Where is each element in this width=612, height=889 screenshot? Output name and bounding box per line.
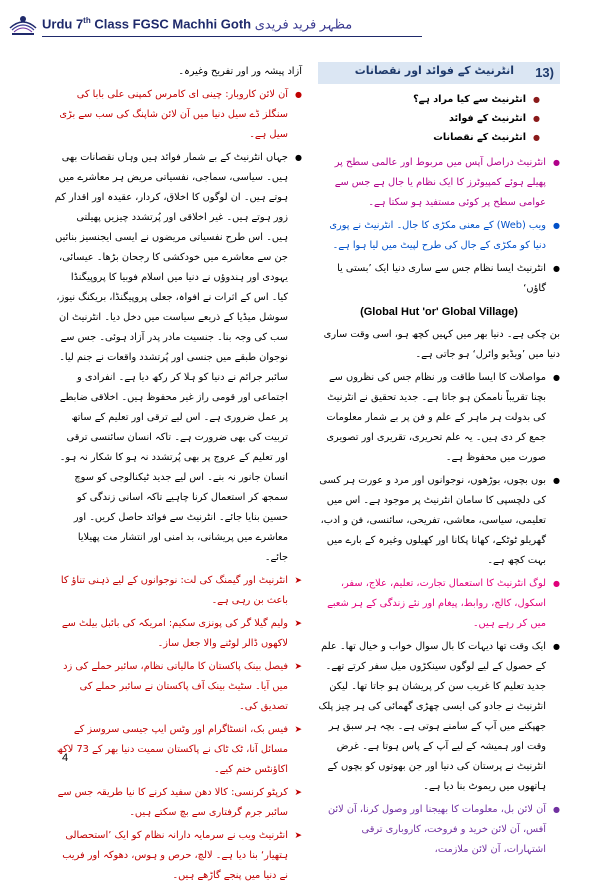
section-topics [318, 90, 540, 147]
paragraph: ➤ فیس بک، انسٹاگرام اور وٹس ایپ جیسی سروسز کے مسائل آنا، ٹک ٹاک نے پاکستان سمیت دنیا بھر کے 73 لاکھ اکاؤنٹس ختم کیے۔ [54, 720, 302, 780]
paragraph: (Global Hut 'or' Global Village) [360, 306, 518, 318]
paragraph: ● انٹرنیٹ دراصل آپس میں مربوط اور عالمی سطح پر پھیلے ہوئے کمپیوٹرز کا ایک نظام یا جال ہے جس سے عوامی سطح پر کوئی مستفید ہو سکتا ہے۔ [318, 153, 560, 213]
paragraph: ➤ ولیم گیلا گر کی پونزی سکیم: امریکہ کی بائبل بیلٹ سے لاکھوں ڈالر لوٹنے والا جعل ساز۔ [54, 614, 302, 654]
page-header [6, 4, 606, 44]
paragraph: ● جہاں انٹرنیٹ کے بے شمار فوائد ہیں وہاں نقصانات بھی ہیں۔ سیاسی، سماجی، نفسیاتی مریض ہر معاشرے میں ہوتے ہیں۔ ان لوگوں کا اخلاق، کردار، عقیدہ اور اقدار کم زور ہوتے ہیں۔ غیر اخلاقی اور پُرتشدد چیزیں پھیلتی ہیں۔ اس طرح نفسیاتی مریضوں نے ایسی ایجنسیز بنائیں جن سے معاشرے میں خودکشی کا رجحان بڑھا۔ عیسائی، یہودی اور ہندوؤں نے دنیا میں اسلام فوبیا کا پروپیگنڈا کیا۔ اس کے اثرات نے افواہ، جعلی پروپیگنڈا، بریکنگ نیوز، سوشل میڈیا کے ذریعے سیاست میں دخل دیا۔ انٹرنیٹ ان سب کی وجہ بنا۔ جنسیت مادر پدر آزاد ہوئی۔ جس سے نوجوان طبقے میں جنسی اور پُرتشدد واقعات نے جنم لیا۔ سائبر جرائم نے دنیا کو ہلا کر رکھ دیا ہے۔ انفرادی و اجتماعی اور قومی راز غیر محفوظ ہیں۔ اخلاقی ضابطے پر عمل ضروری ہے۔ اس لیے ترقی اور تعلیم کے ساتھ تربیت کی بھی ضرورت ہے۔ تاکہ انسان سائنسی ترقی اور تعلیم کے عروج پر بھی پُرتشدد نہ ہو کا شکار نہ ہو۔ انسان جانور نہ بنے۔ اس لیے جدید ٹیکنالوجی کو سوچ سمجھ کر استعمال کرنا چاہیے تاکہ اسانی زندگی کو حسین بنایا جائے۔ انٹرنیٹ سے فوائد حاصل کریں۔ اور معاشرے میں پریشانی، بد امنی اور انتشار مت پھیلایا جائے۔ [54, 148, 302, 568]
paragraph: ● ویب (Web) کے معنی مکڑی کا جال۔ انٹرنیٹ نے پوری دنیا کو مکڑی کے جال کی طرح لپیٹ میں لیا ہوا ہے۔ [318, 216, 560, 256]
page-number: 4 [62, 752, 69, 764]
header-divider [42, 36, 422, 37]
paragraph: بن چکی ہے۔ دنیا بھر میں کہیں کچھ ہو، اسی وقت ساری دنیا میں ’ویڈیو وائرل‘ ہو جاتی ہے۔ [323, 329, 560, 360]
school-logo-icon [8, 10, 38, 36]
paragraph: ● ایک وقت تھا دیہات کا بال سوال خواب و خیال تھا۔ علم کے حصول کے لیے لوگوں سینکڑوں میل سفر کرتے تھے۔ جدید تعلیم کا غریب سن کر پریشان ہو جاتا تھا۔ لیکن انٹرنیٹ نے جادو کی ایسی چھڑی گھمائی کی ہر چیز پلک جھپکنے میں آپ کے سامنے ہوتی ہے۔ بچہ ہر سبق ہر وقت اور ہمیشہ کے لیے آپ کے پاس ہوتا ہے۔ غرض انٹرنیٹ نے پرستان کی دنیا اور جن بھوتوں کو بچوں کے ہاتھوں میں ریموٹ بنا دیا ہے۔ [318, 637, 560, 797]
paragraph: ● مواصلات کا ایسا طاقت ور نظام جس کی نظروں سے بچنا تقریباً ناممکن ہو جاتا ہے۔ جدید تحقیق نے انٹرنیٹ کی بدولت ہر ماہر کے علم و فن پر بے شمار معلومات جمع کر دی ہیں۔ یہ علم تحریری، تقریری اور تصویری صورت میں محفوظ ہے۔ [318, 368, 560, 468]
topic-item: ● انٹرنیٹ کے نقصانات [318, 128, 540, 147]
paragraph: ● لوگ انٹرنیٹ کا استعمال تجارت، تعلیم، علاج، سفر، اسکول، کالج، روابط، پیغام اور نئے زندگی کے ہر شعبے میں کر رہے ہیں۔ [318, 574, 560, 634]
right-paragraphs [318, 153, 560, 860]
right-column [318, 62, 560, 863]
left-paragraphs [54, 62, 302, 886]
paragraph: ● آن لائن بل، معلومات کا بھیجنا اور وصول کرنا، آن لائن آفس، آن لائن خرید و فروخت، کاروباری ترقی اشتہارات، آن لائن ملازمت، [318, 800, 560, 860]
section-number: 13) [535, 65, 554, 80]
paragraph: ● انٹرنیٹ ایسا نظام جس سے ساری دنیا ایک ’بستی یا گاؤں‘ [318, 259, 560, 299]
section-title: انٹرنیٹ کے فوائد اور نقصانات [354, 64, 514, 77]
header-author: مظہر فرید فریدی [254, 16, 353, 32]
paragraph: ➤ انٹرنیٹ ویب نے سرمایہ دارانہ نظام کو ایک ’استحصالی ہتھیار‘ بنا دیا ہے۔ لالچ، حرص و ہوس، دھوکہ اور فریب نے دنیا میں پنجے گاڑھے ہیں۔ [54, 826, 302, 886]
paragraph: ➤ کرپٹو کرنسی: کالا دھن سفید کرنے کا نیا طریقہ جس سے سائبر جرم گرفتاری سے بچ سکتے ہیں۔ [54, 783, 302, 823]
paragraph: ● بوں بچوں، بوڑھوں، نوجوانوں اور مرد و عورت ہر کسی کی دلچسپی کا سامان انٹرنیٹ پر موجود ہے۔ اس میں تعلیمی، سیاسی، معاشی، تفریحی، سائنسی، فن و ادب، گھریلو ٹوٹکے، کھانا پکانا اور کھیلوں وغیرہ کے بارے میں بہت کچھ ہے۔ [318, 471, 560, 571]
paragraph: ➤ انٹرنیٹ اور گیمنگ کی لت: نوجوانوں کے لیے ذہنی تناؤ کا باعث بن رہی ہے۔ [54, 571, 302, 611]
header-title: Urdu 7th Class FGSC Machhi Goth مظہر فرید فریدی [42, 16, 353, 32]
left-column [54, 62, 302, 889]
paragraph: آزاد پیشہ ور اور تفریح وغیرہ۔ [178, 66, 302, 77]
topic-item: ● انٹرنیٹ سے کیا مراد ہے؟ [318, 90, 540, 109]
paragraph: ➤ فیصل بینک پاکستان کا مالیاتی نظام، سائبر حملے کی زد میں آیا۔ سٹیٹ بینک آف پاکستان نے سائبر حملے کی تصدیق کی۔ [54, 657, 302, 717]
topic-item: ● انٹرنیٹ کے فوائد [318, 109, 540, 128]
section-heading [318, 62, 560, 84]
paragraph: ● آن لائن کاروبار: چینی ای کامرس کمپنی علی بابا کی سنگلز ڈے سیل دنیا میں آن لائن شاپنگ کی سب سے بڑی سیل ہے۔ [54, 85, 302, 145]
